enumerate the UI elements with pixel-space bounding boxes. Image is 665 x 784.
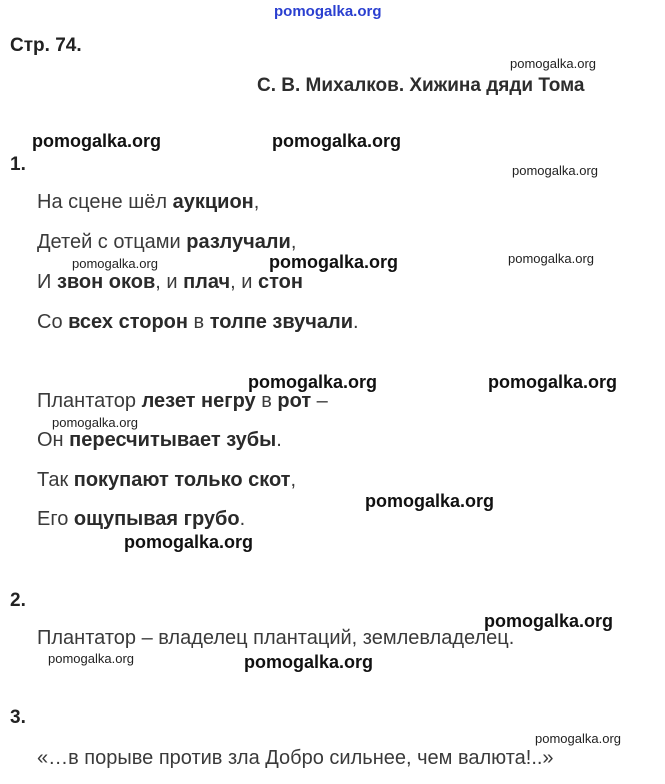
watermark: pomogalka.org <box>124 532 254 552</box>
watermark: pomogalka.org <box>48 651 134 666</box>
watermark: pomogalka.org <box>535 731 621 746</box>
question-1-number: 1. <box>10 154 26 175</box>
watermark: pomogalka.org <box>484 611 614 631</box>
watermark: pomogalka.org <box>365 491 495 511</box>
watermark: pomogalka.org <box>508 251 594 266</box>
question-3-answer: «…в порыве против зла Добро сильнее, чем валюта!..» <box>37 747 554 769</box>
page-label: Стр. 74. <box>10 35 82 56</box>
poem-line-6: Он пересчитывает зубы. <box>37 429 282 451</box>
watermark: pomogalka.org <box>32 131 162 151</box>
poem-line-3: И звон оков, и плач, и стон <box>37 271 303 293</box>
poem-line-8: Его ощупывая грубо. <box>37 508 246 530</box>
site-header-link[interactable]: pomogalka.org <box>274 3 382 20</box>
page-title: С. В. Михалков. Хижина дяди Тома <box>257 75 585 96</box>
question-2-number: 2. <box>10 590 26 611</box>
watermark: pomogalka.org <box>269 252 399 272</box>
poem-line-5: Плантатор лезет негру в рот – <box>37 390 328 412</box>
poem-line-7: Так покупают только скот, <box>37 469 297 491</box>
poem-line-1: На сцене шёл аукцион, <box>37 191 260 213</box>
poem-line-2: Детей с отцами разлучали, <box>37 231 297 253</box>
watermark: pomogalka.org <box>248 372 378 392</box>
watermark: pomogalka.org <box>52 415 138 430</box>
watermark: pomogalka.org <box>510 56 596 71</box>
watermark: pomogalka.org <box>512 163 598 178</box>
watermark: pomogalka.org <box>72 256 158 271</box>
watermark: pomogalka.org <box>244 652 374 672</box>
question-3-number: 3. <box>10 707 26 728</box>
question-2-answer: Плантатор – владелец плантаций, землевладелец. <box>37 627 515 649</box>
poem-line-4: Со всех сторон в толпе звучали. <box>37 311 359 333</box>
watermark: pomogalka.org <box>272 131 402 151</box>
watermark: pomogalka.org <box>488 372 618 392</box>
